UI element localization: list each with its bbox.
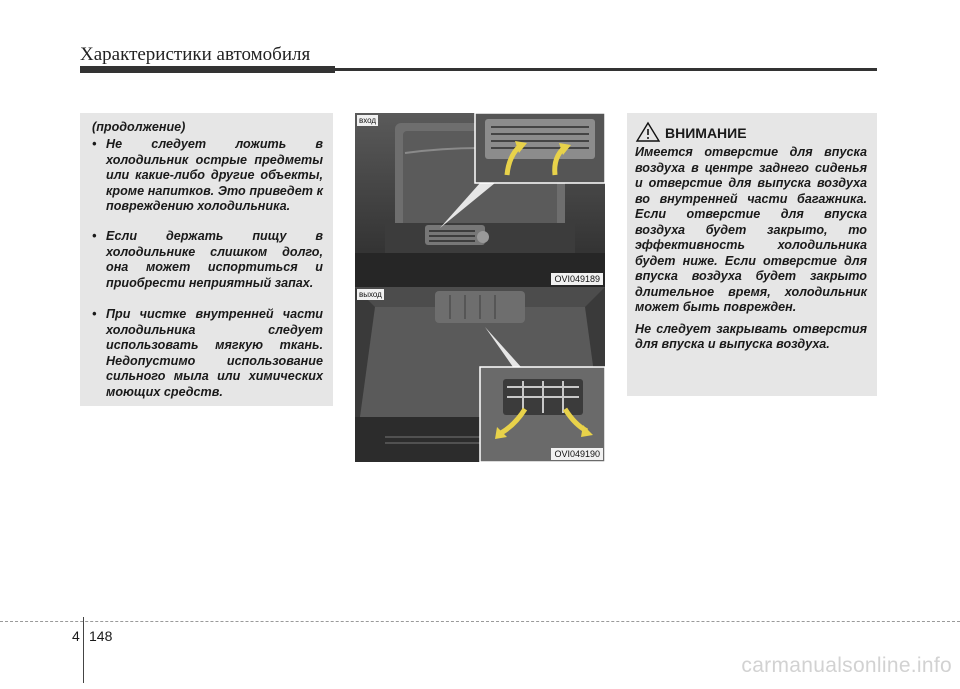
header-rule [80, 68, 877, 71]
warning-paragraph: Не следует закрывать отверстия для впуска и выпуска воздуха. [635, 321, 867, 351]
bullet-item [92, 229, 323, 291]
fridge-caution-continued-box [80, 113, 333, 406]
figure-code: OVI049190 [551, 448, 603, 460]
bullet-dot: • [92, 137, 97, 151]
bullet-item [92, 307, 323, 400]
warning-title: ВНИМАНИЕ [665, 125, 747, 141]
warning-paragraph: Имеется отверстие для впуска воздуха в центре заднего сиденья и отверстие для выпуска воздуха во внутренней части багажника. Если отверстие для впуска воздуха будет закрыто, то эффективность холодильника будет ниже. Если отверстие для впуска воздуха будет закрыто длительное время, холодильник может быть поврежден. [635, 145, 867, 314]
bullet-text: Если держать пищу в холодильнике слишком долго, она может испортиться и приобрести неприятный запах. [106, 229, 323, 290]
figure-code: OVI049189 [551, 273, 603, 285]
warning-triangle-icon [635, 121, 661, 143]
bullet-dot: • [92, 229, 97, 243]
bullet-text: Не следует ложить в холодильник острые предметы или какие-либо другие объекты, кроме напитков. Это приведет к повреждению холодильника. [106, 137, 323, 213]
bullet-dot: • [92, 307, 97, 321]
continued-label: (продолжение) [92, 120, 186, 134]
inlet-vent-photo [355, 113, 605, 287]
footer-vertical-rule [83, 617, 84, 683]
outlet-label: выход [359, 290, 382, 299]
warning-box [627, 113, 877, 396]
section-number: 4 [72, 628, 80, 644]
footer-dashed-rule [0, 621, 960, 622]
outlet-vent-illustration [355, 287, 605, 462]
page-number: 148 [89, 628, 113, 644]
watermark: carmanualsonline.info [741, 654, 952, 677]
bullet-text: При чистке внутренней части холодильника следует использовать мягкую ткань. Недопустимо использование сильного мыла или химических моющих средств. [106, 307, 323, 399]
outlet-vent-photo [355, 287, 605, 462]
inlet-label: вход [359, 116, 377, 125]
bullet-item [92, 137, 323, 215]
inlet-vent-illustration [355, 113, 605, 287]
warning-header [635, 121, 747, 143]
warning-body [635, 145, 867, 359]
page-header-title: Характеристики автомобиля [80, 44, 311, 65]
